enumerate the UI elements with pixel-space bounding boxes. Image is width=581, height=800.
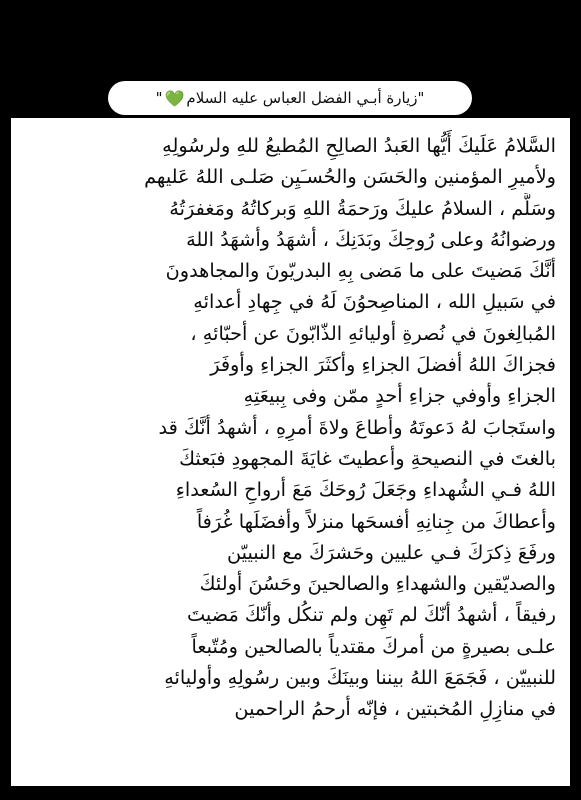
text-line: ولأميرِ المؤمنين والحَسَن والحُسـَيِن صَلـى اللهُ عَليهم	[144, 165, 556, 189]
ziyarah-text	[25, 130, 556, 725]
text-line: ورضوانُهُ وعلى رُوحِكَ وبَدَنِكَ ، أشهَدُ وأشهَدُ اللهَ	[186, 227, 556, 251]
text-line: المُبالِغونَ في نُصرةِ أوليائهِ الذّابّونَ عن أحبّائهِ ،	[190, 321, 556, 345]
text-line: أنَّكَ مَضيتَ على ما مَضى بِهِ البدريّونَ والمجاهدونَ	[165, 259, 556, 283]
title-pill	[108, 81, 472, 115]
text-line: في سَبيلِ الله ، المناصِحوُنَ لَهُ في جِهادِ أعدائهِ	[193, 290, 556, 314]
text-card	[11, 118, 570, 786]
text-line: والصديّقين والشهداءِ والصالحينَ وحَسُنَ أولئكَ	[199, 572, 556, 596]
text-line: ورفَعَ ذِكرَكَ فـي عليين وحَشرَكَ مع النبييّن	[226, 540, 556, 564]
text-line: في منازِلِ المُخبتين ، فإنّه أرحمُ الراحمين	[234, 697, 556, 721]
text-line: علـى بصيرةٍ من أمركَ مقتدياً بالصالحين ومُتّبعاً	[191, 634, 556, 658]
text-line: للنبييّن ، فَجَمَعَ اللهُ بيننا وبينَكَ وبين رسُولِهِ وأوليائهِ	[164, 666, 556, 690]
text-line: الجزاءِ وأوفي جزاءِ أحدٍ ممّن وفى بِبيعَتِهِ	[243, 384, 556, 408]
green-heart-icon: 💚	[164, 88, 185, 108]
text-line: اللهُ فـي الشُهداءِ وجَعَلَ رُوحَكَ مَعَ أرواحِ السُعداءِ	[175, 478, 556, 502]
close-quote: "	[155, 89, 163, 107]
text-line: بالغتَ في النصيحةِ وأعطيتَ غايَةَ المجهودِ فبَعثكَ	[179, 446, 556, 470]
text-line: واستَجابَ لهُ دَعوتَهُ وأطاعَ ولاةَ أمرِهِ ، أشهدُ أنَّكَ قد	[158, 415, 556, 439]
page-title: زيارة أبـي الفضل العباس عليه السلام	[186, 89, 418, 107]
text-line: رفيقاً ، أشهدُ أنّكَ لم تَهِن ولم تنكُل وأنّكَ مَضيتَ	[186, 603, 556, 627]
open-quote: "	[417, 89, 425, 107]
text-line: السَّلامُ عَلَيكَ أَيُّها العَبدُ الصالِحِ المُطيعُ للهِ ولرسُولِهِ	[162, 134, 556, 157]
text-line: وسَلَّم ، السلامُ عليكَ ورَحمَةُ اللهِ وَبركاتُهُ ومَغفرَتُهُ	[169, 196, 556, 220]
text-line: وأعطاكَ من جِنانِهِ أفسحَها منزلاً وأفضَلَها غُرَفاً	[196, 509, 556, 533]
text-line: فجزاكَ اللهُ أفضلَ الجزاءِ وأكثَرَ الجزاءِ وأوفَرَ	[210, 353, 556, 377]
